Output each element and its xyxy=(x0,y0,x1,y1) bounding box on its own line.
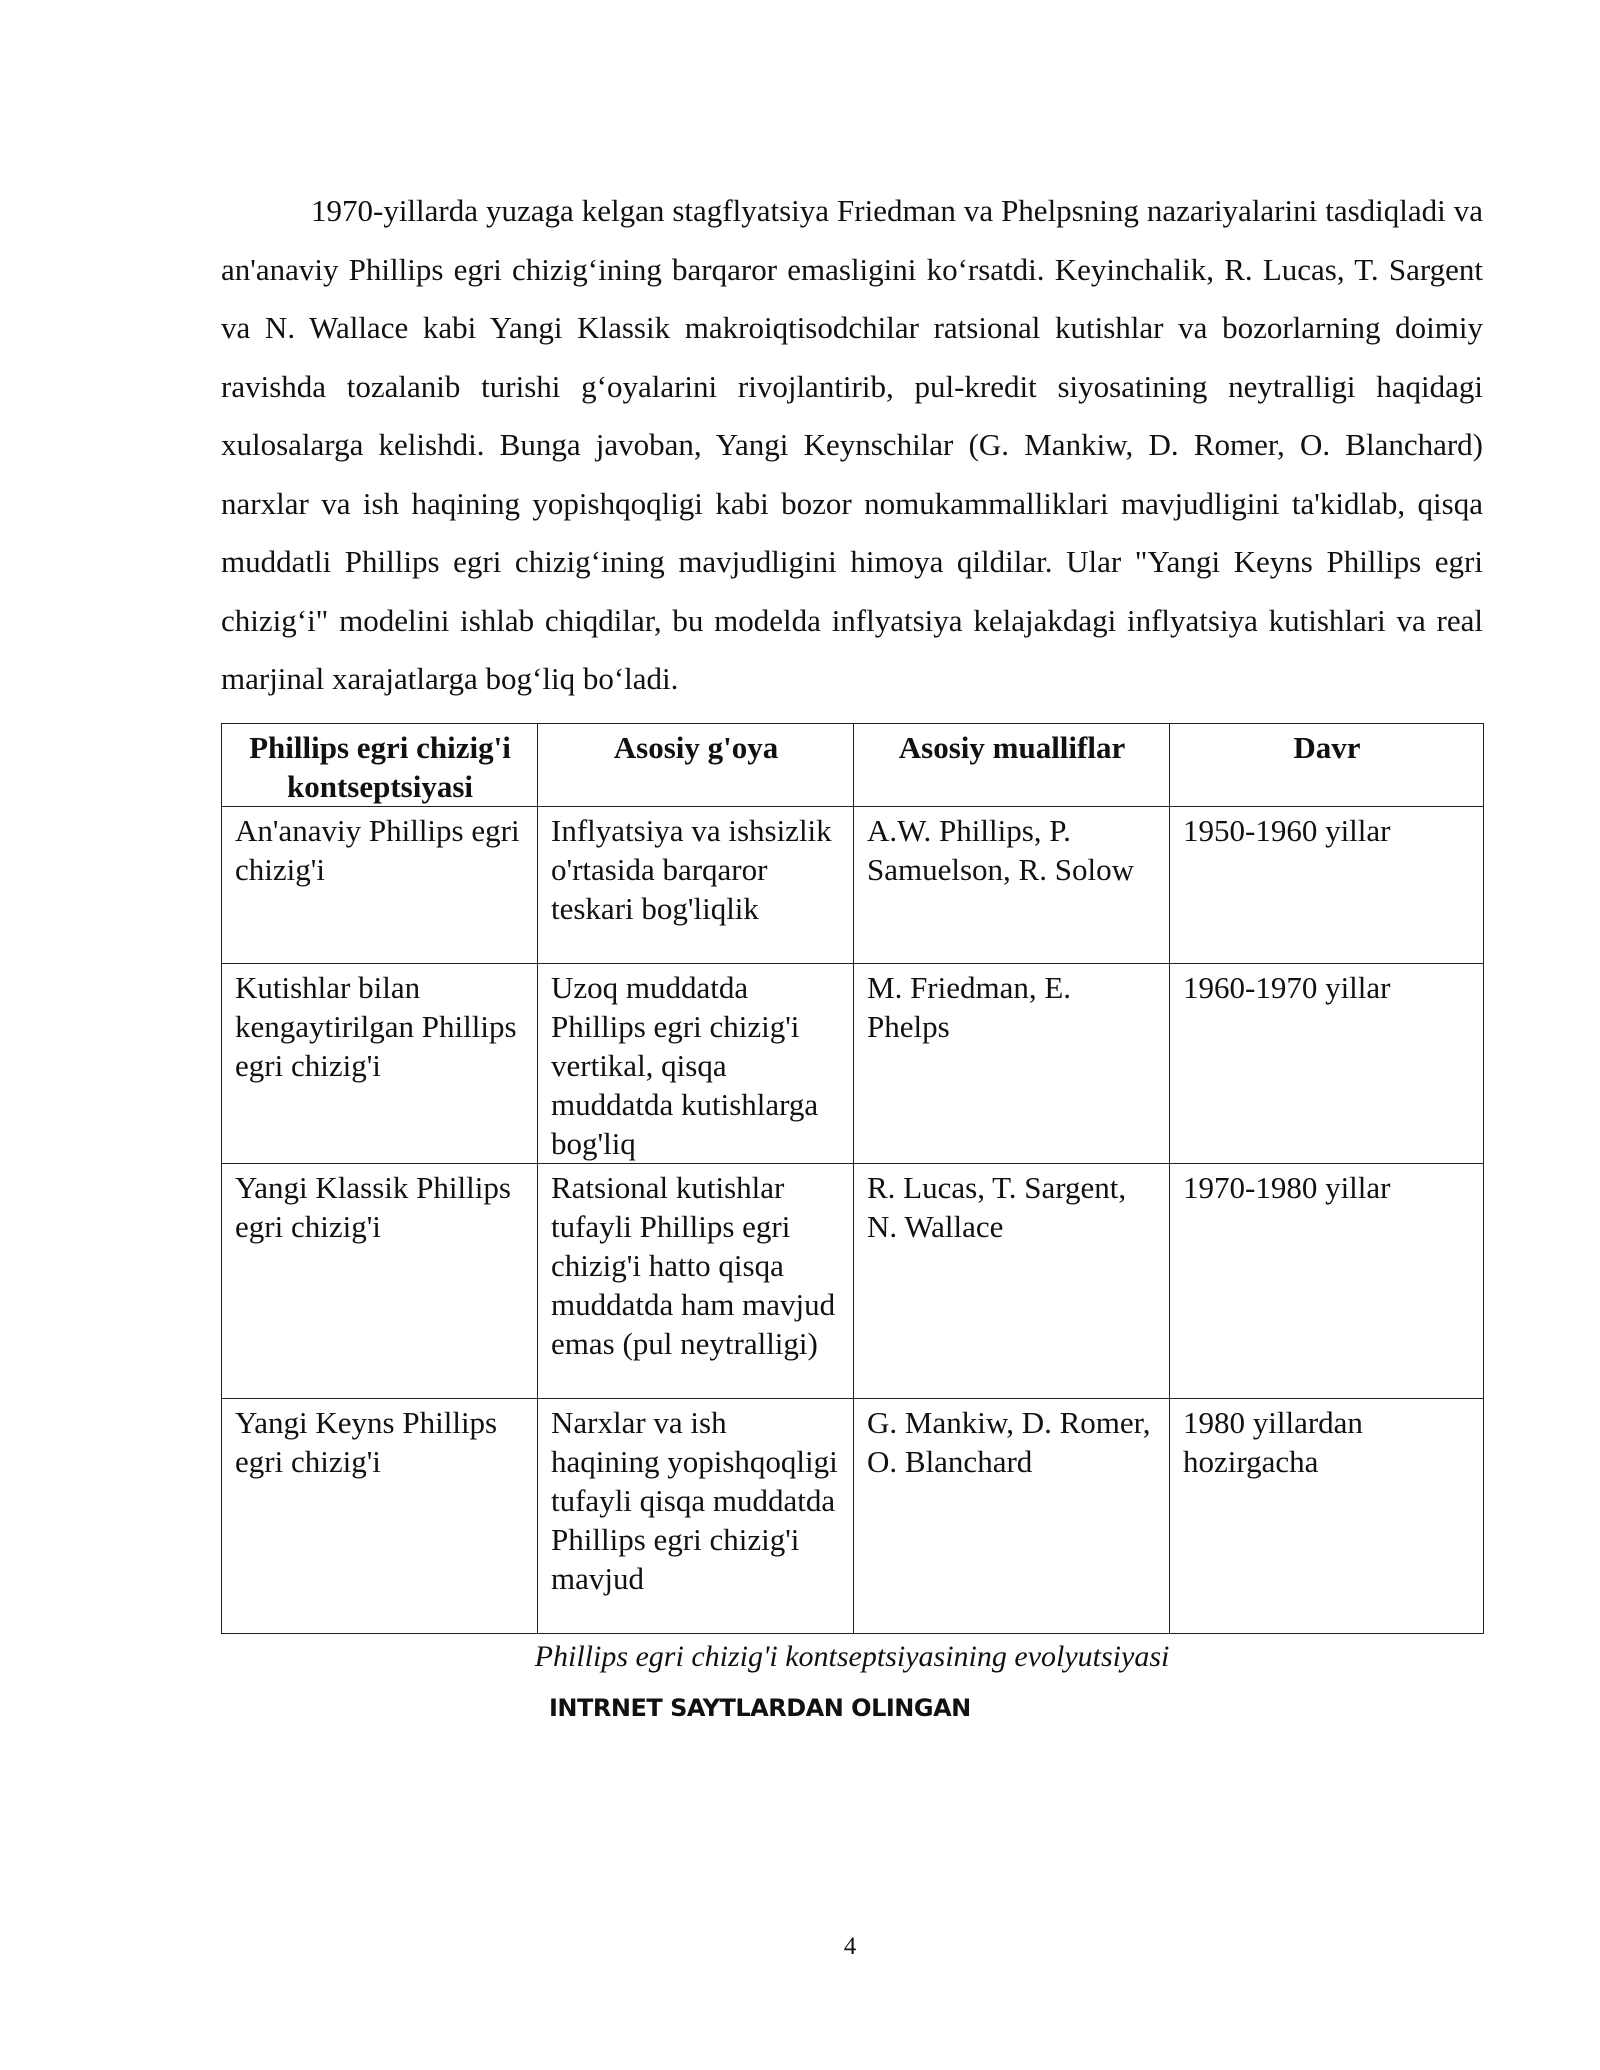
table-cell: Yangi Keyns Phillips egri chizig'i xyxy=(222,1398,538,1633)
table-cell: A.W. Phillips, P. Samuelson, R. Solow xyxy=(854,806,1170,963)
table-cell: 1980 yillardan hozirgacha xyxy=(1170,1398,1484,1633)
table-cell: An'anaviy Phillips egri chizig'i xyxy=(222,806,538,963)
table-cell: R. Lucas, T. Sargent, N. Wallace xyxy=(854,1163,1170,1398)
table-row xyxy=(222,963,1484,1163)
table-cell: Narxlar va ish haqining yopishqoqligi tufayli qisqa muddatda Phillips egri chizig'i mavjud xyxy=(538,1398,854,1633)
table-cell: Kutishlar bilan kengaytirilgan Phillips egri chizig'i xyxy=(222,963,538,1163)
table-row xyxy=(222,1163,1484,1398)
table-cell: Uzoq muddatda Phillips egri chizig'i vertikal, qisqa muddatda kutishlarga bog'liq xyxy=(538,963,854,1163)
table-header-row xyxy=(222,723,1484,806)
table-cell: Ratsional kutishlar tufayli Phillips egri chizig'i hatto qisqa muddatda ham mavjud emas (pul neytralligi) xyxy=(538,1163,854,1398)
concept-evolution-table xyxy=(221,723,1484,1634)
header-concept: Phillips egri chizig'i kontseptsiyasi xyxy=(222,723,538,806)
table-cell: Yangi Klassik Phillips egri chizig'i xyxy=(222,1163,538,1398)
table-caption: Phillips egri chizig'i kontseptsiyasining evolyutsiyasi xyxy=(534,1639,1170,1673)
body-paragraph: 1970-yillarda yuzaga kelgan stagflyatsiya Friedman va Phelpsning nazariyalarini tasdiqladi va an'anaviy Phillips egri chizig‘ining barqaror emasligini ko‘rsatdi. Keyinchalik, R. Lucas, T. Sargent va N. Wallace kabi Yangi Klassik makroiqtisodchilar ratsional kutishlar va bozorlarning doimiy ravishda tozalanib turishi g‘oyalarini rivojlantirib, pul-kredit siyosatining neytralligi haqidagi xulosalarga kelishdi. Bunga javoban, Yangi Keynschilar (G. Mankiw, D. Romer, O. Blanchard) narxlar va ish haqining yopishqoqligi kabi bozor nomukammalliklari mavjudligini ta'kidlab, qisqa muddatli Phillips egri chizig‘ining mavjudligini himoya qildilar. Ular "Yangi Keyns Phillips egri chizig‘i" modelini ishlab chiqdilar, bu modelda inflyatsiya kelajakdagi inflyatsiya kutishlari va real marjinal xarajatlarga bog‘liq bo‘ladi. xyxy=(221,193,1483,696)
header-main-authors: Asosiy mualliflar xyxy=(854,723,1170,806)
table-cell: Inflyatsiya va ishsizlik o'rtasida barqaror teskari bog'liqlik xyxy=(538,806,854,963)
table-cell: 1960-1970 yillar xyxy=(1170,963,1484,1163)
source-note: INTRNET SAYTLARDAN OLINGAN xyxy=(549,1693,971,1722)
table-cell: 1950-1960 yillar xyxy=(1170,806,1484,963)
table-cell: 1970-1980 yillar xyxy=(1170,1163,1484,1398)
table-cell: G. Mankiw, D. Romer, O. Blanchard xyxy=(854,1398,1170,1633)
header-main-idea: Asosiy g'oya xyxy=(538,723,854,806)
page-number: 4 xyxy=(843,1933,857,1960)
table-cell: M. Friedman, E. Phelps xyxy=(854,963,1170,1163)
page-content xyxy=(221,182,1483,1722)
table-row xyxy=(222,1398,1484,1633)
table-row xyxy=(222,806,1484,963)
header-period: Davr xyxy=(1170,723,1484,806)
